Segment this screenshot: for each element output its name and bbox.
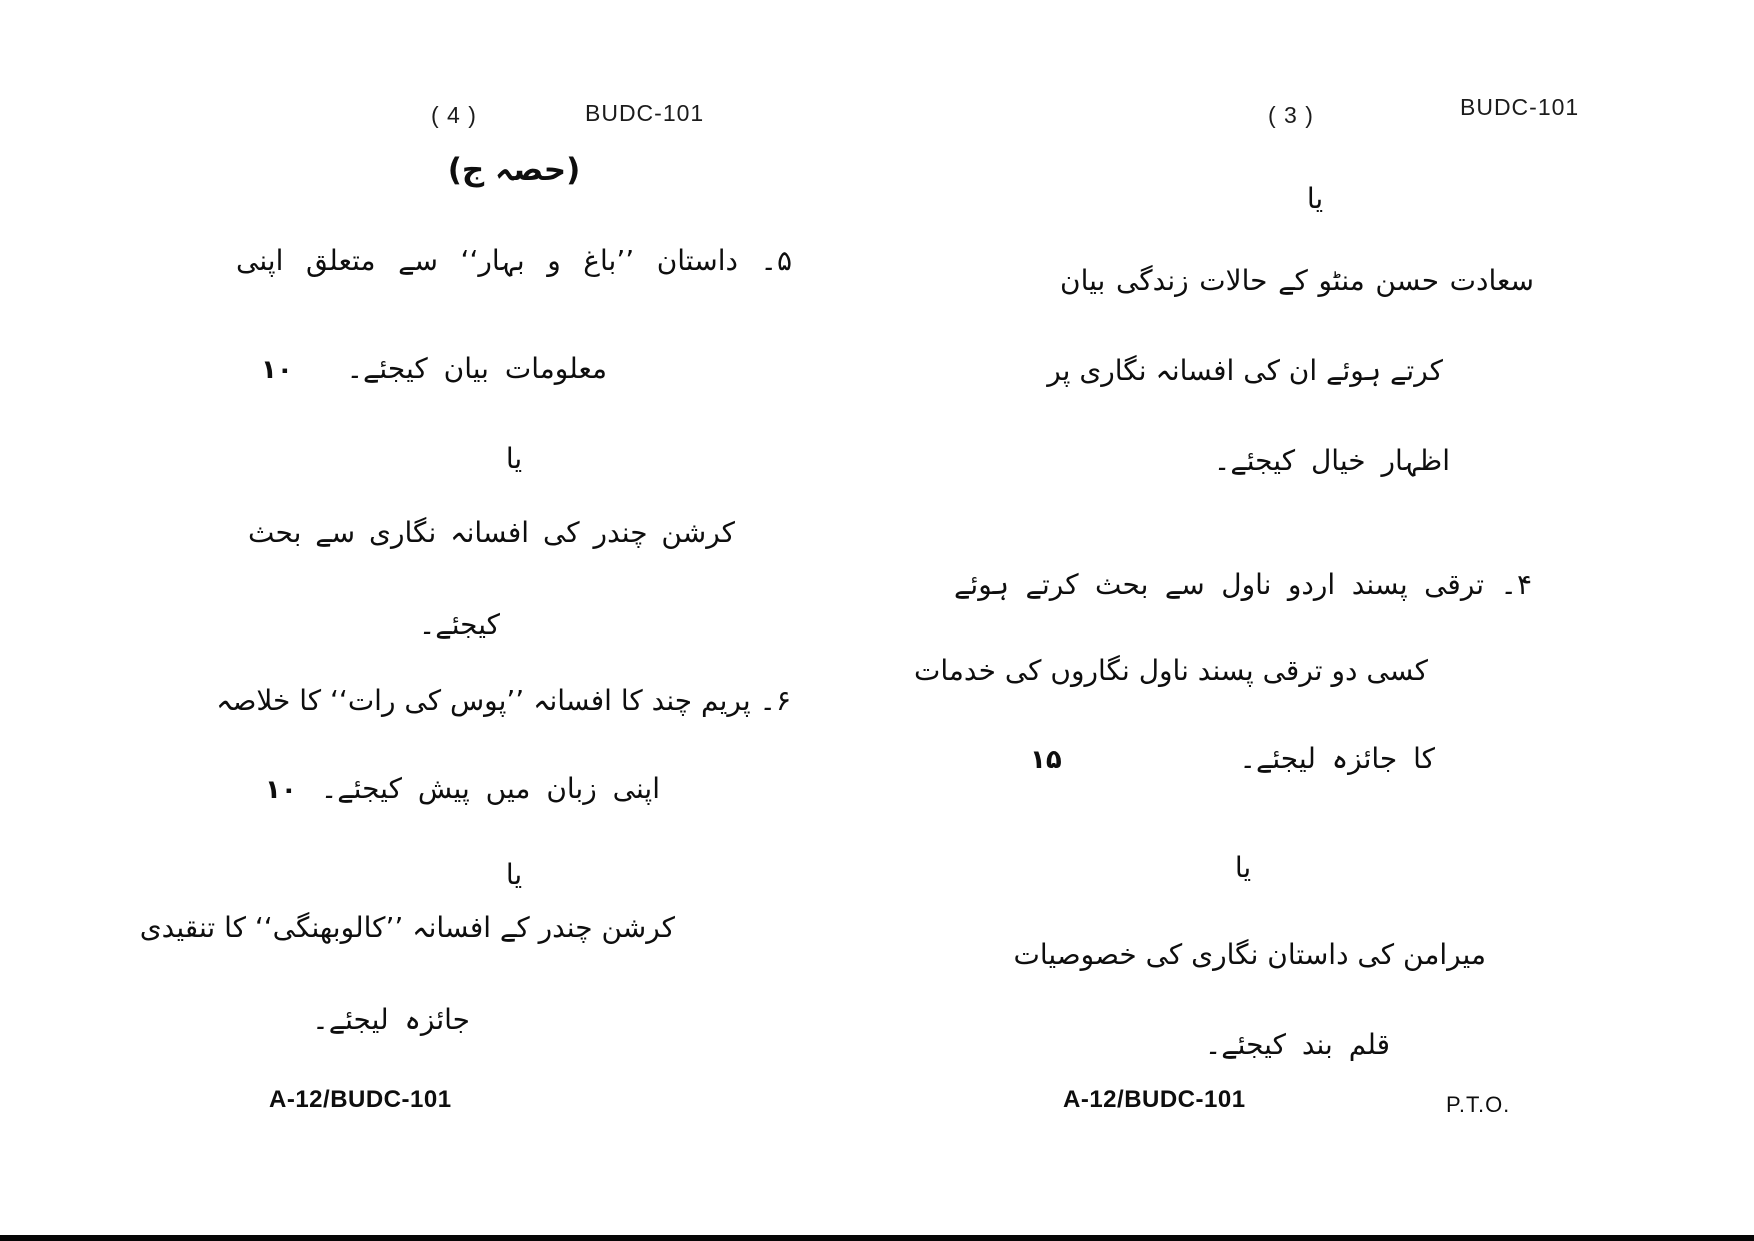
question-5-line-2 — [233, 346, 795, 393]
page-number-right: ( 3 ) — [1268, 102, 1314, 128]
or-separator: یا — [505, 442, 523, 475]
or-separator: یا — [1234, 851, 1252, 884]
question-4-line-3-text: کا جائزہ لیجئے۔ — [1239, 742, 1435, 775]
question-4-line-3 — [948, 736, 1538, 783]
question-6-alt-line-2: جائزہ لیجئے۔ — [312, 1003, 470, 1036]
section-heading-part-c: (حصہ ج) — [447, 152, 581, 188]
page-3 — [914, 0, 1580, 1241]
marks-value-15: ۱۵ — [1030, 745, 1062, 775]
question-6-line-2-text: اپنی زبان میں پیش کیجئے۔ — [320, 772, 660, 805]
question-4-line-2: کسی دو ترقی پسند ناول نگاروں کی خدمات — [914, 654, 1428, 687]
marks-value-10: ۱۰ — [265, 775, 297, 805]
or-separator: یا — [1306, 182, 1324, 215]
footer-paper-code-left: A-12/BUDC-101 — [269, 1086, 452, 1113]
question-4-alt-line-1: میرامن کی داستان نگاری کی خصوصیات — [1013, 938, 1486, 971]
question-5-alt-line-1: کرشن چندر کی افسانہ نگاری سے بحث — [248, 516, 735, 549]
course-code-right: BUDC-101 — [1460, 94, 1580, 120]
question-5-line-1: ۵۔ داستان ’’باغ و بہار‘‘ سے متعلق اپنی — [236, 244, 792, 277]
question-3-alt-line-1: سعادت حسن منٹو کے حالات زندگی بیان — [1060, 264, 1534, 297]
question-6-alt-line-1: کرشن چندر کے افسانہ ’’کالوبھنگی‘‘ کا تنقیدی — [139, 911, 675, 944]
question-6-line-1: ۶۔ پریم چند کا افسانہ ’’پوس کی رات‘‘ کا خلاصہ — [216, 684, 791, 717]
course-code-left: BUDC-101 — [585, 100, 705, 126]
question-5-line-2-text: معلومات بیان کیجئے۔ — [346, 352, 607, 385]
or-separator: یا — [505, 858, 523, 891]
page-4 — [139, 0, 795, 1241]
question-6-line-2 — [233, 766, 795, 813]
question-3-alt-line-2: کرتے ہوئے ان کی افسانہ نگاری پر — [1047, 354, 1443, 387]
question-5-alt-line-2: کیجئے۔ — [418, 608, 500, 641]
pto-label: P.T.O. — [1446, 1092, 1511, 1117]
page-number-left: ( 4 ) — [431, 102, 477, 128]
footer-paper-code-right: A-12/BUDC-101 — [1063, 1086, 1246, 1113]
marks-value-10: ۱۰ — [261, 355, 293, 385]
question-4-line-1: ۴۔ ترقی پسند اردو ناول سے بحث کرتے ہوئے — [954, 568, 1532, 601]
scan-edge-bar — [0, 1235, 1754, 1241]
question-4-alt-line-2: قلم بند کیجئے۔ — [1204, 1028, 1390, 1061]
question-3-alt-line-3: اظہار خیال کیجئے۔ — [1213, 444, 1450, 477]
